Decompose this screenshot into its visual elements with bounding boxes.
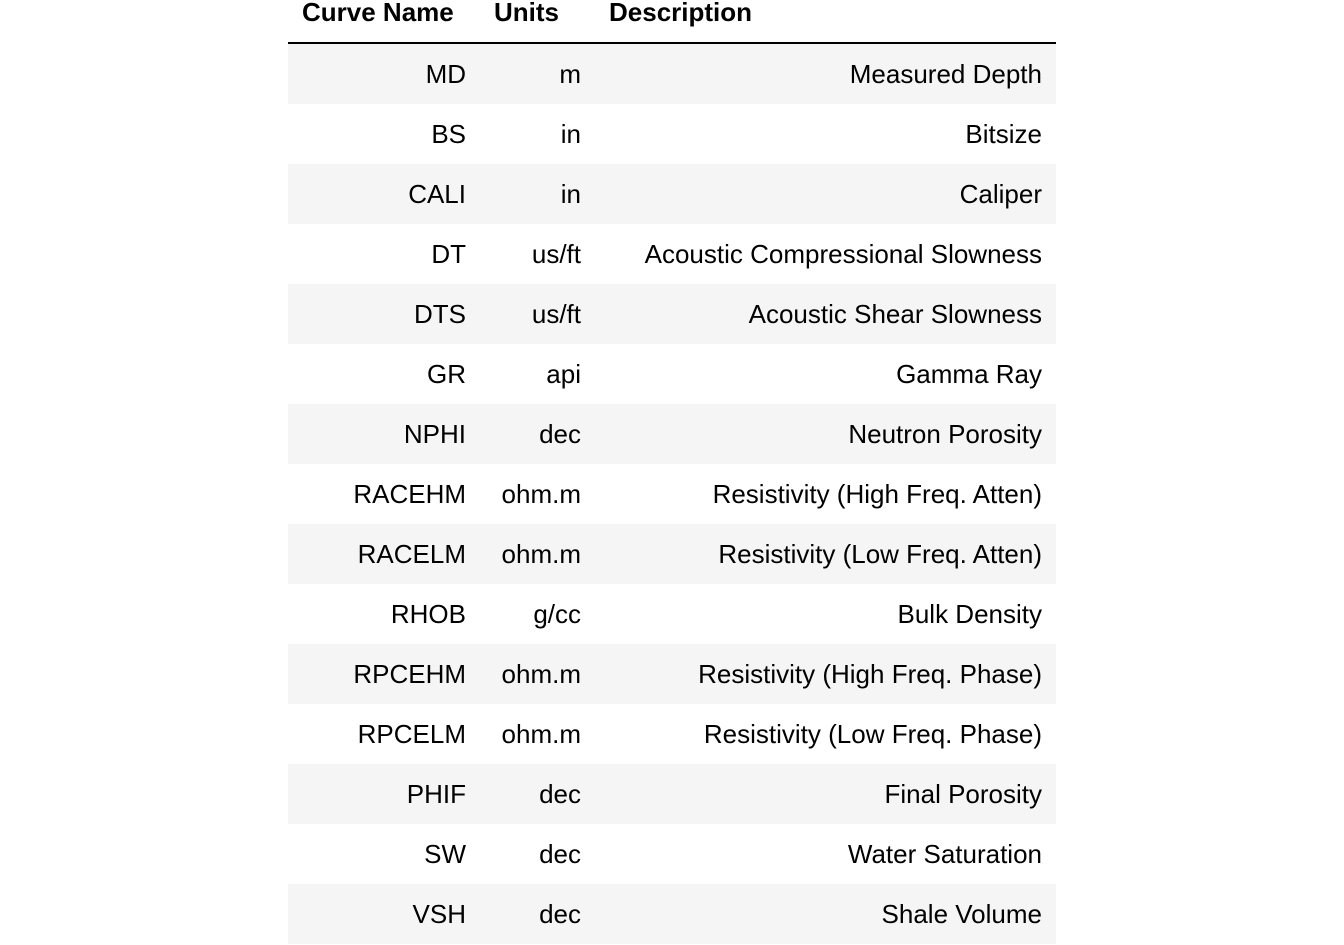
description-cell: Acoustic Shear Slowness — [748, 298, 1042, 329]
units-cell: g/cc — [533, 598, 581, 629]
units-cell: ohm.m — [501, 718, 581, 749]
description-cell: Water Saturation — [847, 838, 1042, 869]
units-cell: m — [559, 58, 581, 89]
curve-name-cell: RACEHM — [353, 478, 466, 509]
curve-table — [288, 0, 1056, 944]
units-cell: ohm.m — [501, 658, 581, 689]
description-cell: Bulk Density — [897, 598, 1042, 629]
units-cell: in — [560, 118, 581, 149]
curve-name-cell: GR — [427, 358, 466, 389]
table-row — [288, 644, 1056, 704]
curve-name-cell: RPCELM — [357, 718, 466, 749]
units-cell: ohm.m — [501, 478, 581, 509]
units-cell: us/ft — [531, 298, 581, 329]
curve-name-cell: NPHI — [403, 418, 466, 449]
curve-name-cell: PHIF — [406, 778, 466, 809]
description-cell: Caliper — [959, 178, 1042, 209]
header-description: Description — [609, 0, 753, 27]
curve-name-cell: RACELM — [357, 538, 466, 569]
description-cell: Resistivity (Low Freq. Atten) — [718, 538, 1042, 569]
curve-name-cell: SW — [424, 838, 466, 869]
units-cell: dec — [539, 778, 581, 809]
curve-name-cell: MD — [425, 58, 466, 89]
table-row — [288, 284, 1056, 344]
description-cell: Bitsize — [965, 118, 1042, 149]
table-row — [288, 764, 1056, 824]
description-cell: Resistivity (High Freq. Atten) — [712, 478, 1042, 509]
table-row — [288, 164, 1056, 224]
units-cell: dec — [539, 898, 581, 929]
units-cell: ohm.m — [501, 538, 581, 569]
curve-name-cell: DT — [431, 238, 466, 269]
units-cell: dec — [539, 418, 581, 449]
units-cell: in — [560, 178, 581, 209]
units-cell: api — [546, 358, 581, 389]
table-row — [288, 404, 1056, 464]
units-cell: dec — [539, 838, 581, 869]
table-body — [288, 44, 1056, 944]
header-units: Units — [494, 0, 559, 27]
curve-name-cell: VSH — [412, 898, 466, 929]
description-cell: Resistivity (Low Freq. Phase) — [703, 718, 1042, 749]
curve-name-cell: BS — [431, 118, 466, 149]
table-row — [288, 824, 1056, 884]
description-cell: Acoustic Compressional Slowness — [644, 238, 1042, 269]
table-row — [288, 104, 1056, 164]
header-curve-name: Curve Name — [302, 0, 454, 27]
description-cell: Final Porosity — [884, 778, 1042, 809]
units-cell: us/ft — [531, 238, 581, 269]
description-cell: Shale Volume — [881, 898, 1042, 929]
curve-name-cell: CALI — [408, 178, 466, 209]
curve-name-cell: RPCEHM — [353, 658, 466, 689]
table-row — [288, 704, 1056, 764]
table-row — [288, 44, 1056, 104]
curve-name-cell: DTS — [414, 298, 466, 329]
description-cell: Resistivity (High Freq. Phase) — [698, 658, 1042, 689]
table-header — [288, 0, 1056, 44]
description-cell: Neutron Porosity — [848, 418, 1042, 449]
table-row — [288, 884, 1056, 944]
table-row — [288, 464, 1056, 524]
curve-name-cell: RHOB — [390, 598, 466, 629]
description-cell: Gamma Ray — [896, 358, 1042, 389]
description-cell: Measured Depth — [849, 58, 1042, 89]
table-row — [288, 344, 1056, 404]
table-row — [288, 224, 1056, 284]
table-row — [288, 584, 1056, 644]
table-row — [288, 524, 1056, 584]
